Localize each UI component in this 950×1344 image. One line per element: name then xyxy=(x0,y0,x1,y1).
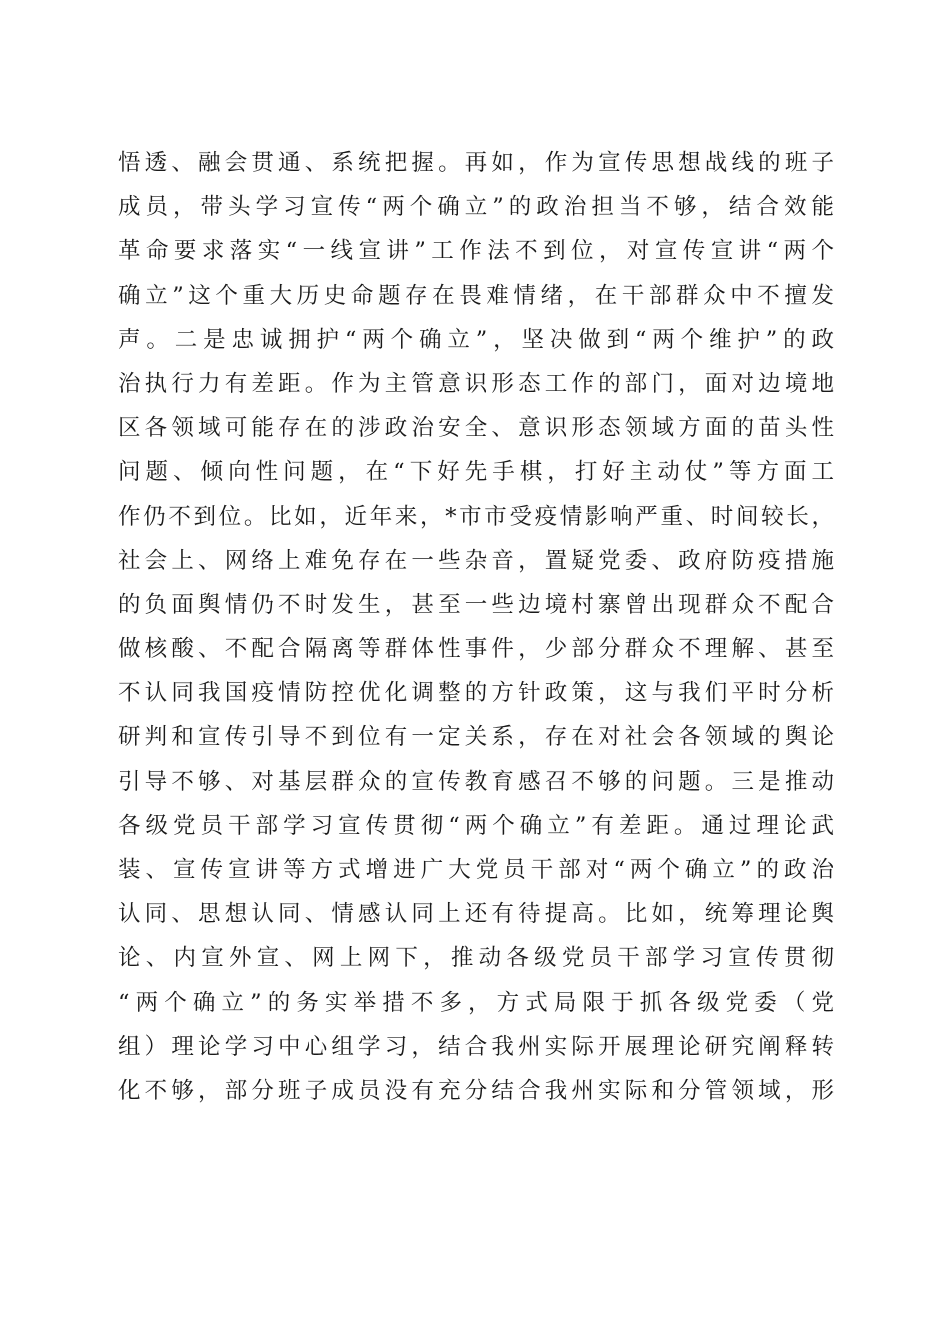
text-line: 问题、倾向性问题，在“下好先手棋，打好主动仗”等方面工 xyxy=(118,459,834,486)
text-line: 作仍不到位。比如，近年来，*市市受疫情影响严重、时间较长， xyxy=(118,503,834,530)
text-line: 声。二是忠诚拥护“两个确立”，坚决做到“两个维护”的政 xyxy=(118,326,834,353)
text-line: 不认同我国疫情防控优化调整的方针政策，这与我们平时分析 xyxy=(118,680,834,707)
text-line: 论、内宣外宣、网上网下，推动各级党员干部学习宣传贯彻 xyxy=(118,945,834,972)
text-line: 各级党员干部学习宣传贯彻“两个确立”有差距。通过理论武 xyxy=(118,812,834,839)
text-line: 做核酸、不配合隔离等群体性事件，少部分群众不理解、甚至 xyxy=(118,636,834,663)
text-line: 确立”这个重大历史命题存在畏难情绪，在干部群众中不擅发 xyxy=(118,282,834,309)
text-line: 组）理论学习中心组学习，结合我州实际开展理论研究阐释转 xyxy=(118,1033,834,1060)
text-line: 研判和宣传引导不到位有一定关系，存在对社会各领域的舆论 xyxy=(118,724,834,751)
text-line: 区各领域可能存在的涉政治安全、意识形态领域方面的苗头性 xyxy=(118,415,834,442)
text-line: “两个确立”的务实举措不多，方式局限于抓各级党委（党 xyxy=(118,989,834,1016)
text-line: 装、宣传宣讲等方式增进广大党员干部对“两个确立”的政治 xyxy=(118,857,834,883)
text-line: 社会上、网络上难免存在一些杂音，置疑党委、政府防疫措施 xyxy=(118,547,834,574)
text-line: 认同、思想认同、情感认同上还有待提高。比如，统筹理论舆 xyxy=(118,901,834,928)
text-line: 治执行力有差距。作为主管意识形态工作的部门，面对边境地 xyxy=(118,370,834,397)
text-line: 革命要求落实“一线宣讲”工作法不到位，对宣传宣讲“两个 xyxy=(118,238,834,265)
text-line: 的负面舆情仍不时发生，甚至一些边境村寨曾出现群众不配合 xyxy=(118,591,834,618)
text-line: 化不够，部分班子成员没有充分结合我州实际和分管领域，形 xyxy=(118,1077,834,1104)
text-line: 成员，带头学习宣传“两个确立”的政治担当不够，结合效能 xyxy=(118,194,834,221)
text-line: 悟透、融会贯通、系统把握。再如，作为宣传思想战线的班子 xyxy=(118,150,834,176)
body-paragraph xyxy=(118,141,834,1113)
text-line: 引导不够、对基层群众的宣传教育感召不够的问题。三是推动 xyxy=(118,768,834,795)
